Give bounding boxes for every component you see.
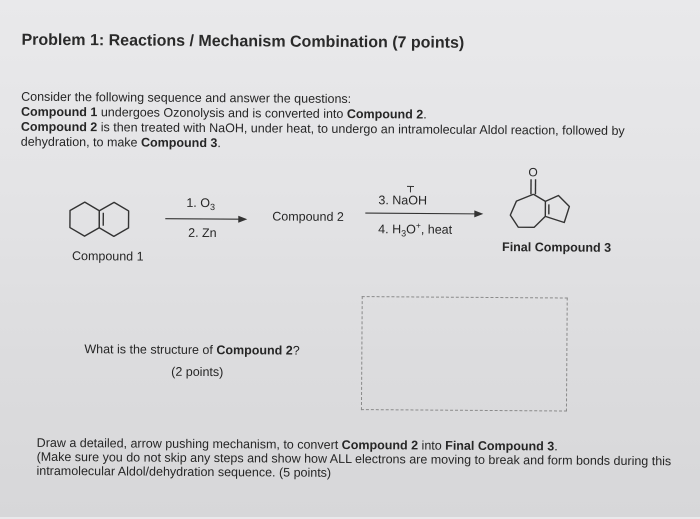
mechanism-final-compound: Final Compound 3 bbox=[445, 439, 554, 454]
mechanism-prompt bbox=[36, 436, 671, 482]
reagent-step-1 bbox=[186, 196, 215, 210]
intro-compound-2: Compound 2 bbox=[347, 107, 423, 122]
intro-line-1-text: Consider the following sequence and answer the questions: bbox=[21, 90, 351, 106]
intro-compound-2b: Compound 2 bbox=[21, 120, 97, 135]
reagent-step-3: 3. NaOH bbox=[378, 193, 427, 207]
intro-line-3-text: is then treated with NaOH, under heat, to undergo an intramolecular Aldol reaction, followed by bbox=[97, 120, 624, 138]
hydroxide-charge-icon bbox=[407, 186, 414, 192]
compound-1-ring-left bbox=[70, 202, 100, 236]
intro-compound-3: Compound 3 bbox=[141, 136, 217, 151]
reagent-step-4-superscript: + bbox=[416, 220, 421, 230]
compound-2-label: Compound 2 bbox=[272, 209, 344, 223]
final-compound-3-label: Final Compound 3 bbox=[502, 240, 611, 255]
mechanism-line-3: intramolecular Aldol/dehydration sequence. (5 points) bbox=[36, 464, 671, 482]
intro-line-4-end: . bbox=[217, 136, 221, 150]
intro-line-4-text: dehydration, to make bbox=[21, 135, 141, 150]
intro-line-2-end: . bbox=[423, 108, 427, 122]
question-2 bbox=[84, 342, 299, 358]
compound-2-answer-box[interactable] bbox=[361, 296, 568, 411]
reagent-step-1-text: 1. O bbox=[186, 196, 210, 210]
intro-compound-1: Compound 1 bbox=[21, 105, 97, 120]
question-2-points: (2 points) bbox=[171, 365, 223, 379]
carbonyl-oxygen: O bbox=[528, 165, 537, 179]
question-2-suffix: ? bbox=[293, 344, 300, 358]
final-compound-3-structure bbox=[510, 179, 569, 227]
mechanism-line-1-mid: into bbox=[418, 438, 445, 452]
reagent-step-4-subscript: 3 bbox=[401, 228, 406, 238]
mechanism-line-2: (Make sure you do not skip any steps and show how ALL electrons are moving to break and form bonds during this bbox=[37, 450, 672, 468]
reagent-step-4-prefix: 4. H bbox=[378, 222, 401, 236]
reagent-step-4-oxygen: O bbox=[406, 222, 416, 236]
page-title: Problem 1: Reactions / Mechanism Combination (7 points) bbox=[21, 32, 464, 53]
reagent-step-1-subscript: 3 bbox=[210, 202, 215, 212]
reaction-arrow-1 bbox=[165, 215, 247, 223]
compound-1-structure bbox=[70, 202, 129, 236]
reaction-arrow-2 bbox=[365, 210, 483, 218]
compound-1-label: Compound 1 bbox=[72, 249, 144, 263]
intro-line-2-text: undergoes Ozonolysis and is converted into bbox=[97, 105, 347, 121]
reagent-step-2: 2. Zn bbox=[188, 226, 217, 240]
mechanism-line-1-end: . bbox=[554, 439, 558, 453]
mechanism-line-1-prefix: Draw a detailed, arrow pushing mechanism, to convert bbox=[37, 436, 342, 452]
question-2-compound: Compound 2 bbox=[216, 343, 292, 358]
question-2-prefix: What is the structure of bbox=[84, 342, 216, 357]
reagent-step-4 bbox=[378, 222, 452, 237]
reagent-step-4-suffix: , heat bbox=[421, 222, 452, 236]
seven-membered-ring bbox=[510, 194, 545, 227]
mechanism-compound-2: Compound 2 bbox=[342, 438, 418, 453]
